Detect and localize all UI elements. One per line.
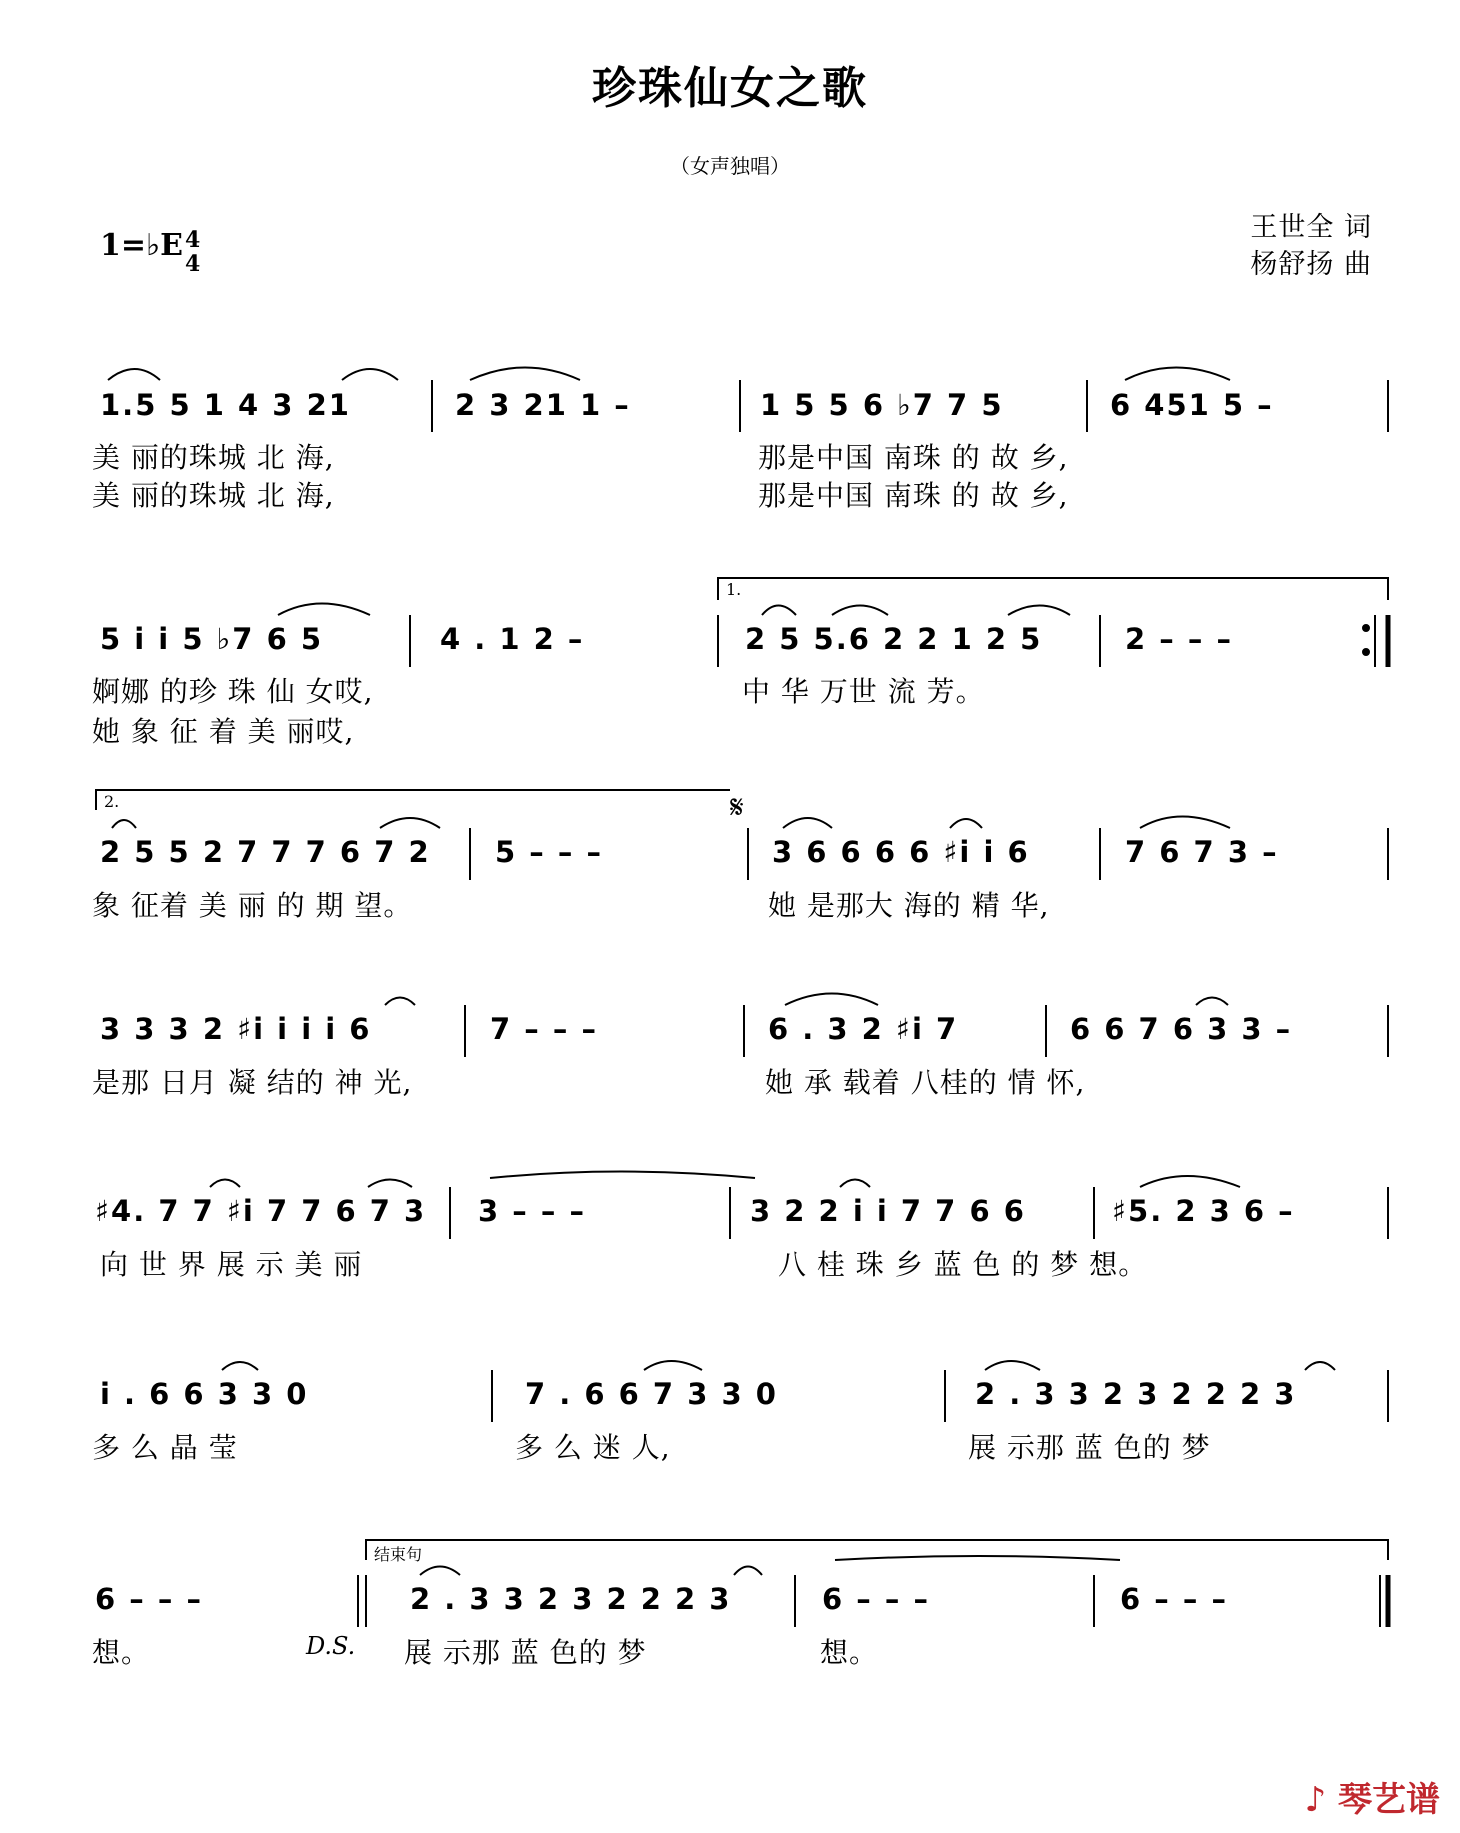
lyric-line6-b: 多 么 迷 人,: [515, 1431, 671, 1464]
lyric-line1-verse1-a: 美 丽的珠城 北 海,: [92, 441, 335, 474]
volta-2-label: 2.: [104, 792, 120, 811]
lyricist-credit: 王世全 词: [1250, 212, 1372, 243]
notes-line2-bar4: 2 – – –: [1125, 622, 1233, 656]
lyric-line2-verse1-a: 婀娜 的珍 珠 仙 女哎,: [92, 675, 374, 708]
lyric-line7-c: 想。: [820, 1636, 879, 1669]
lyric-line3-b: 她 是那大 海的 精 华,: [768, 889, 1050, 922]
segno-sign: 𝄋: [730, 788, 744, 826]
notes-line3-bar3: 3 6 6 6 6 ♯i i 6: [772, 835, 1030, 869]
lyric-line3-a: 象 征着 美 丽 的 期 望。: [92, 889, 413, 922]
notes-line4-bar2: 7 – – –: [490, 1012, 598, 1046]
notes-line4-bar4: 6 6 7 6 3 3 –: [1070, 1012, 1293, 1046]
time-signature-bottom: 4: [185, 251, 201, 277]
notes-line1-bar4: 6 451 5 –: [1110, 388, 1274, 422]
notes-line5-bar4: ♯5. 2 3 6 –: [1112, 1194, 1295, 1228]
notes-line5-bar3: 3 2 2 i i 7 7 6 6: [750, 1194, 1026, 1228]
notes-line3-bar4: 7 6 7 3 –: [1125, 835, 1279, 869]
notes-line1-bar1: 1.5 5 1 4 3 21: [100, 388, 351, 422]
notes-line7-bar4: 6 – – –: [1120, 1582, 1228, 1616]
notes-line2-bar1: 5 i i 5 ♭7 6 5: [100, 622, 324, 656]
notes-line6-bar1: i . 6 6 3 3 0: [100, 1377, 309, 1411]
lyric-line6-a: 多 么 晶 莹: [92, 1431, 238, 1464]
lyric-line2-verse2-a: 她 象 征 着 美 丽哎,: [92, 715, 355, 748]
lyric-line7-b: 展 示那 蓝 色的 梦: [404, 1636, 647, 1669]
notes-line2-bar3: 2 5 5.6 2 2 1 2 5: [745, 622, 1043, 656]
lyric-line4-b: 她 承 载着 八桂的 情 怀,: [765, 1066, 1086, 1099]
notes-line4-bar3: 6 . 3 2 ♯i 7: [768, 1012, 959, 1046]
watermark-icon: ♪: [1304, 1780, 1338, 1820]
notes-line7-bar2: 2 . 3 3 2 3 2 2 2 3: [410, 1582, 732, 1616]
composer-credit: 杨舒扬 曲: [1250, 249, 1372, 280]
notes-line6-bar3: 2 . 3 3 2 3 2 2 2 3: [975, 1377, 1297, 1411]
watermark-text: 琴艺谱: [1338, 1780, 1440, 1820]
notes-line3-bar1: 2 5 5 2 7 7 7 6 7 2: [100, 835, 431, 869]
notes-line4-bar1: 3 3 3 2 ♯i i i i 6: [100, 1012, 372, 1046]
notes-line6-bar2: 7 . 6 6 7 3 3 0: [525, 1377, 778, 1411]
notes-line2-bar2: 4 . 1 2 –: [440, 622, 585, 656]
lyric-line2-verse1-b: 中 华 万世 流 芳。: [742, 675, 985, 708]
lyric-line5-b: 八 桂 珠 乡 蓝 色 的 梦 想。: [778, 1248, 1148, 1281]
lyric-line1-verse2-b: 那是中国 南珠 的 故 乡,: [758, 479, 1069, 512]
lyric-line6-c: 展 示那 蓝 色的 梦: [968, 1431, 1211, 1464]
notes-line5-bar1: ♯4. 7 7 ♯i 7 7 6 7 3: [95, 1194, 427, 1228]
notes-line1-bar3: 1 5 5 6 ♭7 7 5: [760, 388, 1004, 422]
lyric-line1-verse1-b: 那是中国 南珠 的 故 乡,: [758, 441, 1069, 474]
subtitle: （女声独唱）: [670, 154, 790, 178]
lyric-line4-a: 是那 日月 凝 结的 神 光,: [92, 1066, 413, 1099]
notes-line1-bar2: 2 3 21 1 –: [455, 388, 631, 422]
notes-line7-bar3: 6 – – –: [822, 1582, 930, 1616]
notes-line5-bar2: 3 – – –: [478, 1194, 586, 1228]
key-signature: 1=♭E: [100, 228, 184, 263]
notes-line3-bar2: 5 – – –: [495, 835, 603, 869]
lyric-line5-a: 向 世 界 展 示 美 丽: [100, 1248, 363, 1281]
lyric-line1-verse2-a: 美 丽的珠城 北 海,: [92, 479, 335, 512]
ending-label: 结束句: [374, 1545, 423, 1564]
notes-line7-bar1: 6 – – –: [95, 1582, 203, 1616]
dal-segno-mark: D.S.: [306, 1632, 356, 1660]
time-signature-top: 4: [185, 227, 201, 253]
page-title: 珍珠仙女之歌: [592, 63, 868, 114]
lyric-line7-a: 想。: [92, 1636, 151, 1669]
watermark-logo: [1304, 1772, 1440, 1821]
time-signature: [185, 228, 200, 276]
volta-1-label: 1.: [726, 580, 742, 599]
